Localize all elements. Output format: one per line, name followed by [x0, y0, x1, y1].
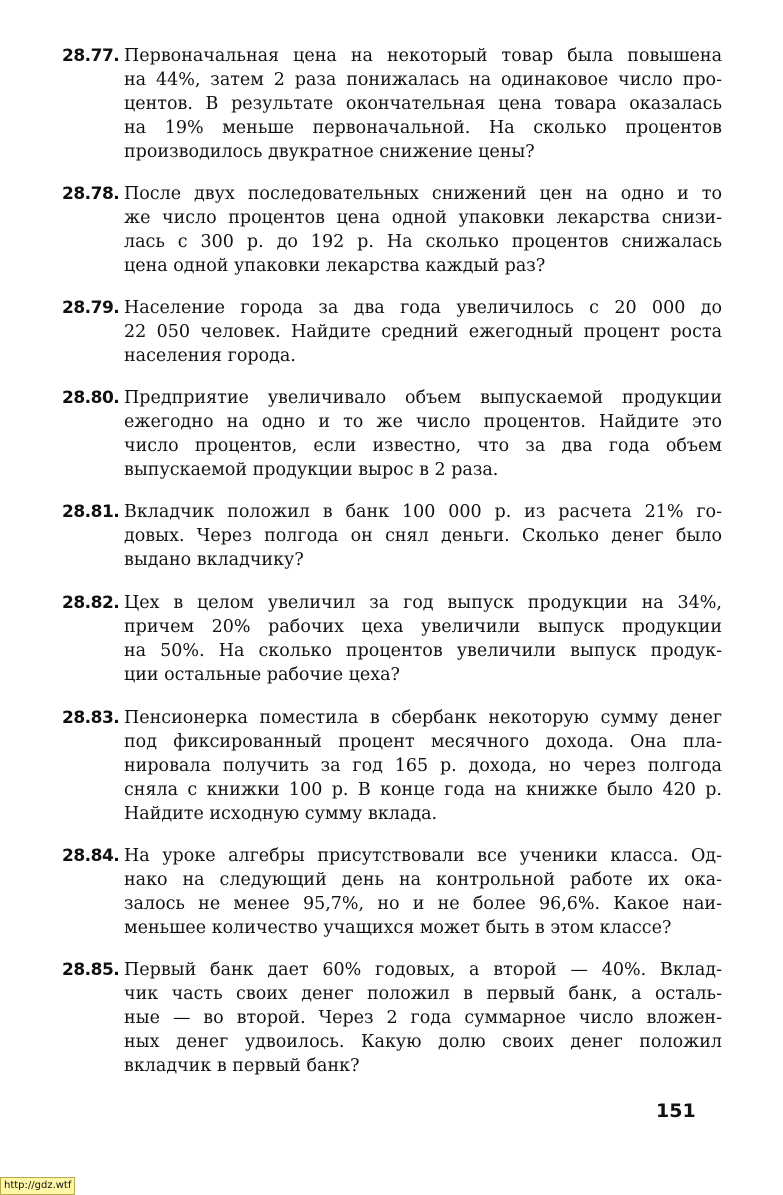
- problem-text: [124, 386, 722, 482]
- problem-28-78: [62, 182, 722, 278]
- problem-28-81: [62, 500, 722, 572]
- problem-number: 28.84.: [62, 846, 120, 866]
- problem-text: [124, 182, 722, 278]
- watermark-link[interactable]: http://gdz.wtf: [0, 1177, 75, 1195]
- problem-text: [124, 591, 722, 687]
- problem-text: [124, 844, 722, 940]
- text-line: На уроке алгебры присутствовали все ученики класса. Од-: [124, 846, 722, 866]
- problem-number: 28.78.: [62, 184, 120, 204]
- text-line: Население города за два года увеличилось с 20 000 до: [124, 298, 722, 318]
- problem-text: [124, 44, 722, 164]
- problem-text: [124, 500, 722, 572]
- text-line: довых. Через полгода он снял деньги. Сколько денег было: [124, 526, 722, 546]
- problem-number: 28.79.: [62, 298, 120, 318]
- text-line: же число процентов цена одной упаковки лекарства снизи-: [124, 208, 722, 228]
- problem-28-80: [62, 386, 722, 482]
- text-line: выдано вкладчику?: [124, 550, 304, 570]
- text-line: нако на следующий день на контрольной работе их ока-: [124, 870, 722, 890]
- problem-28-79: [62, 296, 722, 368]
- problem-28-83: [62, 706, 722, 826]
- text-line: Пенсионерка поместила в сбербанк некоторую сумму денег: [124, 708, 722, 728]
- problem-number: 28.83.: [62, 708, 120, 728]
- problem-text: [124, 958, 722, 1078]
- problem-text: [124, 706, 722, 826]
- problem-number: 28.77.: [62, 46, 120, 66]
- problem-number: 28.85.: [62, 960, 120, 980]
- text-line: выпускаемой продукции вырос в 2 раза.: [124, 460, 499, 480]
- text-line: Вкладчик положил в банк 100 000 р. из расчета 21% го-: [124, 502, 722, 522]
- text-line: После двух последовательных снижений цен на одно и то: [124, 184, 722, 204]
- text-line: залось не менее 95,7%, но и не более 96,6%. Какое наи-: [124, 894, 722, 914]
- page-number: 151: [656, 1100, 696, 1122]
- text-line: под фиксированный процент месячного дохода. Она пла-: [124, 732, 722, 752]
- text-line: центов. В результате окончательная цена товара оказалась: [124, 94, 722, 114]
- problem-number: 28.82.: [62, 593, 120, 613]
- text-line: ных денег удвоилось. Какую долю своих денег положил: [124, 1032, 722, 1052]
- problem-28-85: [62, 958, 722, 1078]
- text-line: нировала получить за год 165 р. дохода, но через полгода: [124, 756, 722, 776]
- text-line: на 44%, затем 2 раза понижалась на одинаковое число про-: [124, 70, 722, 90]
- text-line: Первый банк дает 60% годовых, а второй — 40%. Вклад-: [124, 960, 722, 980]
- text-line: Предприятие увеличивало объем выпускаемой продукции: [124, 388, 722, 408]
- text-line: ные — во второй. Через 2 года суммарное число вложен-: [124, 1008, 722, 1028]
- text-line: причем 20% рабочих цеха увеличили выпуск продукции: [124, 617, 722, 637]
- text-line: сняла с книжки 100 р. В конце года на книжке было 420 р.: [124, 780, 722, 800]
- text-line: число процентов, если известно, что за два года объем: [124, 436, 722, 456]
- problem-28-84: [62, 844, 722, 940]
- text-line: на 50%. На сколько процентов увеличили выпуск продук-: [124, 641, 722, 661]
- text-line: на 19% меньше первоначальной. На сколько процентов: [124, 118, 722, 138]
- text-line: производилось двукратное снижение цены?: [124, 142, 535, 162]
- text-line: ежегодно на одно и то же число процентов. Найдите это: [124, 412, 722, 432]
- text-line: Найдите исходную сумму вклада.: [124, 804, 438, 824]
- problem-number: 28.81.: [62, 502, 120, 522]
- text-line: чик часть своих денег положил в первый банк, а осталь-: [124, 984, 722, 1004]
- text-line: Первоначальная цена на некоторый товар была повышена: [124, 46, 722, 66]
- text-line: меньшее количество учащихся может быть в этом классе?: [124, 918, 672, 938]
- problem-text: [124, 296, 722, 368]
- text-line: 22 050 человек. Найдите средний ежегодный процент роста: [124, 322, 722, 342]
- text-line: лась с 300 р. до 192 р. На сколько процентов снижалась: [124, 232, 722, 252]
- text-line: цена одной упаковки лекарства каждый раз?: [124, 256, 546, 276]
- text-line: Цех в целом увеличил за год выпуск продукции на 34%,: [124, 593, 722, 613]
- text-line: вкладчик в первый банк?: [124, 1056, 360, 1076]
- problem-number: 28.80.: [62, 388, 120, 408]
- text-line: населения города.: [124, 346, 296, 366]
- problem-28-82: [62, 591, 722, 687]
- problem-28-77: [62, 44, 722, 164]
- text-line: ции остальные рабочие цеха?: [124, 665, 400, 685]
